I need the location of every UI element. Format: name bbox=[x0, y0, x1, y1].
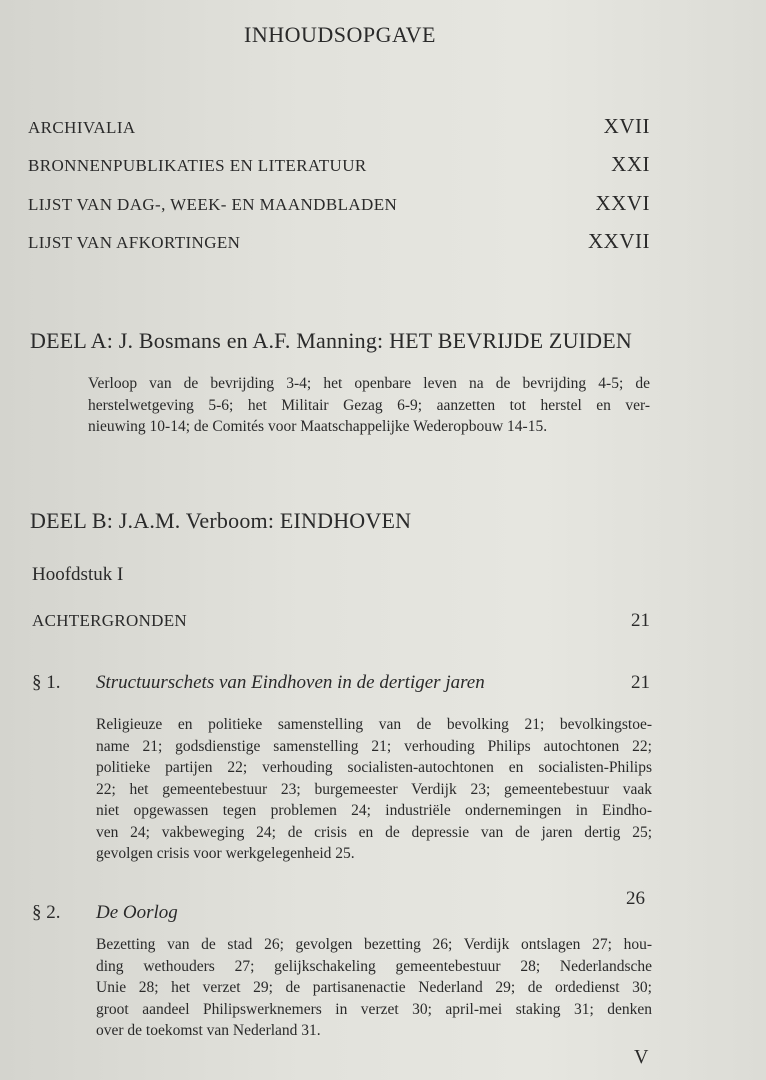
toc-entry-label: LIJST VAN DAG-, WEEK- EN MAANDBLADEN bbox=[28, 195, 398, 214]
toc-entry-archivalia bbox=[28, 114, 650, 139]
summary-line: ven 24; vakbeweging 24; de crisis en de depressie van de jaren dertig 25; bbox=[96, 823, 652, 841]
page-title: INHOUDSOPGAVE bbox=[244, 22, 436, 47]
deel-a-summary bbox=[88, 373, 650, 438]
chapter-title: ACHTERGRONDEN bbox=[32, 611, 188, 630]
toc-entry-label: LIJST VAN AFKORTINGEN bbox=[28, 233, 241, 252]
toc-entry-afkortingen bbox=[28, 229, 650, 254]
section-2-page: 26 bbox=[626, 888, 645, 909]
toc-entry-page: XXVII bbox=[588, 229, 650, 253]
chapter-page: 21 bbox=[631, 610, 650, 631]
section-1-heading bbox=[32, 672, 650, 694]
toc-entry-label: ARCHIVALIA bbox=[28, 118, 136, 137]
summary-line: ding wethouders 27; gelijkschakeling gemeentebestuur 28; Nederlandsche bbox=[96, 957, 652, 975]
summary-line: Unie 28; het verzet 29; de partisanenactie Nederland 29; de ordedienst 30; bbox=[96, 979, 652, 996]
summary-line: over de toekomst van Nederland 31. bbox=[96, 1022, 321, 1039]
section-page: 21 bbox=[631, 672, 650, 693]
section-number: § 2. bbox=[32, 902, 61, 923]
chapter-title-row bbox=[32, 610, 650, 632]
toc-entry-page: XXI bbox=[611, 152, 650, 176]
summary-line: niet opgewassen tegen problemen 24; industriële ondernemingen in Eindho- bbox=[96, 802, 652, 819]
section-2-heading bbox=[32, 902, 650, 924]
section-1-summary bbox=[96, 714, 652, 865]
summary-line: gevolgen crisis voor werkgelegenheid 25. bbox=[96, 845, 355, 862]
summary-line: Verloop van de bevrijding 3-4; het openbare leven na de bevrijding 4-5; de bbox=[88, 375, 650, 392]
section-title: De Oorlog bbox=[96, 902, 178, 923]
toc-entry-label: BRONNENPUBLIKATIES EN LITERATUUR bbox=[28, 156, 367, 175]
section-number: § 1. bbox=[32, 672, 61, 693]
toc-entry-bladen bbox=[28, 191, 650, 216]
section-2-summary bbox=[96, 934, 652, 1042]
summary-line: name 21; godsdienstige samenstelling 21; verhouding Philips autochtonen 22; bbox=[96, 737, 652, 755]
summary-line: Bezetting van de stad 26; gevolgen bezetting 26; Verdijk ontslagen 27; hou- bbox=[96, 936, 652, 953]
toc-entry-page: XVII bbox=[603, 114, 650, 138]
summary-line: 22; het gemeentebestuur 23; burgemeester Verdijk 23; gemeentebestuur vaak bbox=[96, 780, 652, 798]
summary-line: nieuwing 10-14; de Comités voor Maatschappelijke Wederopbouw 14-15. bbox=[88, 418, 548, 435]
page-folio: V bbox=[634, 1046, 649, 1068]
toc-entry-page: XXVI bbox=[595, 191, 650, 215]
summary-line: politieke partijen 22; verhouding socialisten-autochtonen en socialisten-Philips bbox=[96, 759, 652, 776]
deel-a-heading: DEEL A: J. Bosmans en A.F. Manning: HET BEVRIJDE ZUIDEN bbox=[30, 328, 632, 353]
deel-b-heading: DEEL B: J.A.M. Verboom: EINDHOVEN bbox=[30, 508, 412, 533]
summary-line: herstelwetgeving 5-6; het Militair Gezag 6-9; aanzetten tot herstel en ver- bbox=[88, 396, 650, 414]
summary-line: groot aandeel Philipswerknemers in verzet 30; april-mei staking 31; denken bbox=[96, 1000, 652, 1018]
toc-entry-bronnen bbox=[28, 152, 650, 177]
summary-line: Religieuze en politieke samenstelling van de bevolking 21; bevolkingstoe- bbox=[96, 716, 652, 733]
chapter-heading: Hoofdstuk I bbox=[32, 564, 124, 585]
section-title: Structuurschets van Eindhoven in de dertiger jaren bbox=[96, 672, 485, 693]
